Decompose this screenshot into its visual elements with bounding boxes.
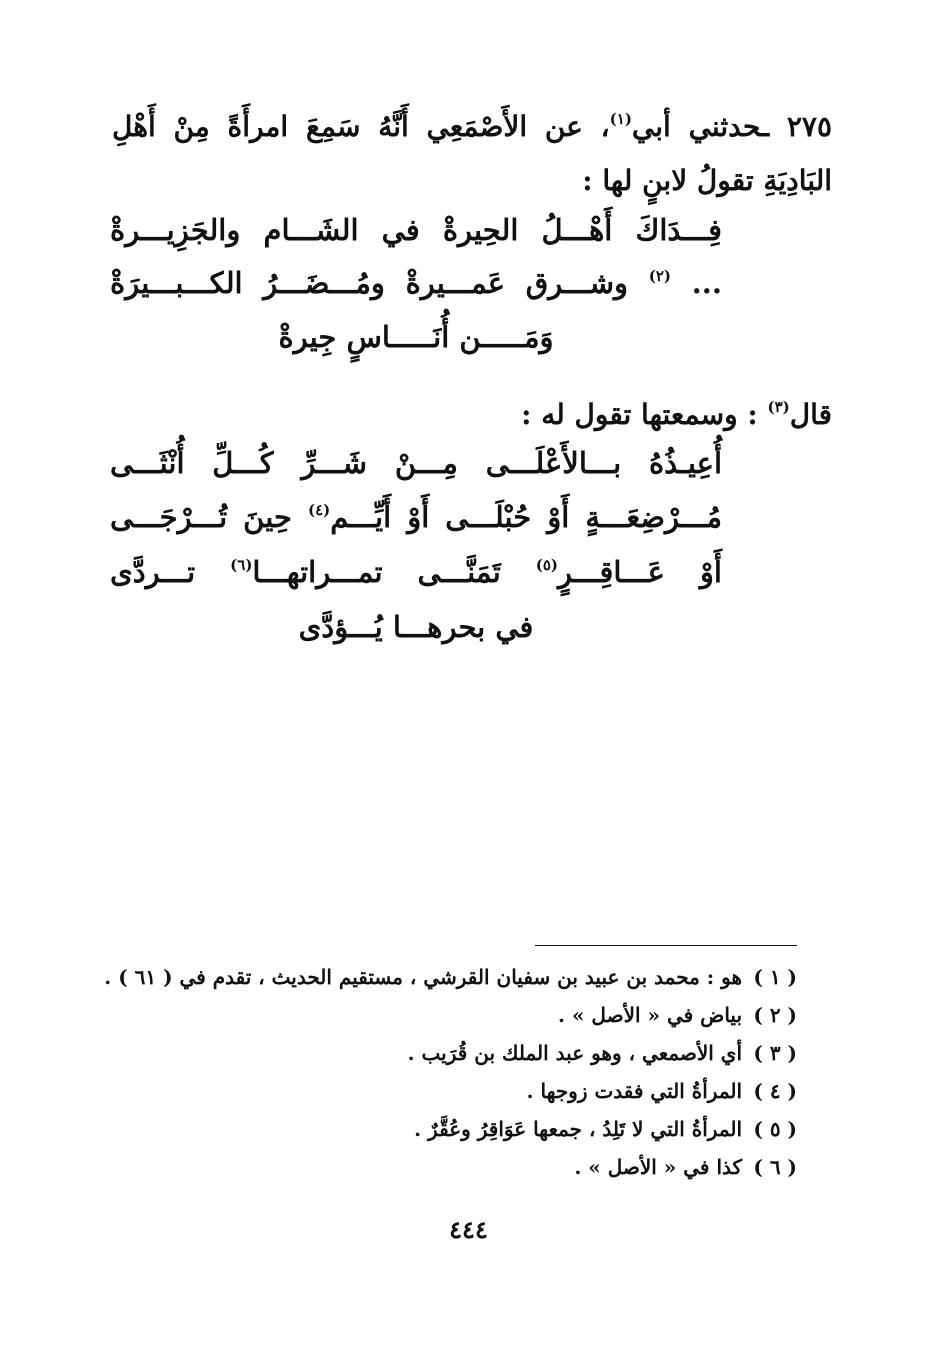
poem2-line-3-c: تـــردَّى (110, 555, 196, 589)
poem1-line-2-ellipsis: ... (691, 266, 722, 300)
footnote-3 (157, 1034, 797, 1072)
footnote-text: كذا في « الأصل » . (574, 1155, 743, 1179)
footnote-text: المرأةُ التي فقدت زوجها . (526, 1079, 743, 1103)
footnote-number: ( ٤ ) (753, 1079, 797, 1103)
footnote-ref-4: (٤) (307, 501, 331, 519)
poem1-line-3: وَمَـــــن أُنَـــــاسٍ جِيرةْ (278, 320, 554, 354)
footnote-number: ( ٦ ) (753, 1155, 797, 1179)
poem2-line-2-b: حِينَ تُـــرْجَـــى (110, 500, 292, 534)
poem2-line-2-a: مُـــرْضِعَـــةٍ أَوْ حُبْلَـــى أَوْ أَيِّـــم (330, 500, 722, 534)
entry-paragraph (112, 92, 832, 208)
footnote-number: ( ٣ ) (753, 1041, 797, 1065)
transition-text-a: قال (789, 398, 832, 431)
footnote-number: ( ٥ ) (753, 1117, 797, 1141)
entry-dash: ـ (760, 110, 770, 143)
entry-text-start: حدثني أبي (631, 110, 761, 143)
footnote-ref-2: (٢) (648, 267, 671, 285)
footnote-ref-6: (٦) (230, 556, 253, 574)
footnote-text: هو : محمد بن عبيد بن سفيان القرشي ، مستقيم الحديث ، تقدم في ( ٦١ ) . (104, 965, 743, 989)
poem1-line-2 (110, 266, 722, 300)
poem2-line-4: في بحرهـــا يُـــؤدَّى (298, 610, 534, 644)
poem2-line-2 (110, 500, 722, 534)
footnote-ref-5: (٥) (535, 556, 558, 574)
poem2-line-3-b: تَمَنَّـــى تمـــراتهـــا (252, 555, 501, 589)
footnote-text: المرأةُ التي لا تَلِدُ ، جمعها عَوَاقِرُ وعُقَّرٌ . (414, 1117, 743, 1141)
entry-text-rest: ، عن الأَصْمَعِي أَنَّهُ سَمِعَ امرأَةً مِنْ أَهْلِ البَادِيَةِ تقولُ لابنٍ لها : (112, 110, 832, 197)
footnote-4 (157, 1072, 797, 1110)
footnote-ref-3: (٣) (767, 398, 790, 416)
transition-paragraph (112, 380, 832, 442)
footnote-text: بياض في « الأصل » . (558, 1003, 743, 1027)
footnote-6 (157, 1148, 797, 1186)
poem2-line-3-a: أَوْ عَـــاقِـــرٍ (558, 555, 722, 589)
poem1-line-1: فِـــدَاكَ أَهْـــلُ الحِيرةْ في الشَـــام والجَزِيـــرةْ (110, 213, 722, 247)
poem2-line-3 (110, 555, 722, 589)
transition-text-b: : وسمعتها تقول له : (521, 398, 758, 431)
entry-number: ٢٧٥ (786, 110, 832, 143)
poem1-line-2-text: وشـــرق عَمـــيرةْ ومُـــضَـــرُ الكـــبـــيرَةْ (110, 266, 629, 300)
footnote-5 (157, 1110, 797, 1148)
footnote-separator (535, 945, 797, 946)
footnote-number: ( ١ ) (753, 965, 797, 989)
footnote-2 (157, 996, 797, 1034)
poem2-line-1: أُعِيـذُهُ بـــالأَعْلَـــى مِـــنْ شَـــرِّ كُـــلِّ أُنْثَـــى (110, 446, 722, 480)
footnote-number: ( ٢ ) (753, 1003, 797, 1027)
page-number: ٤٤٤ (449, 1215, 488, 1244)
footnote-1 (104, 958, 797, 996)
footnote-ref-1: (١) (609, 110, 632, 128)
footnote-text: أي الأصمعي ، وهو عبد الملك بن قُرَيب . (407, 1041, 743, 1065)
